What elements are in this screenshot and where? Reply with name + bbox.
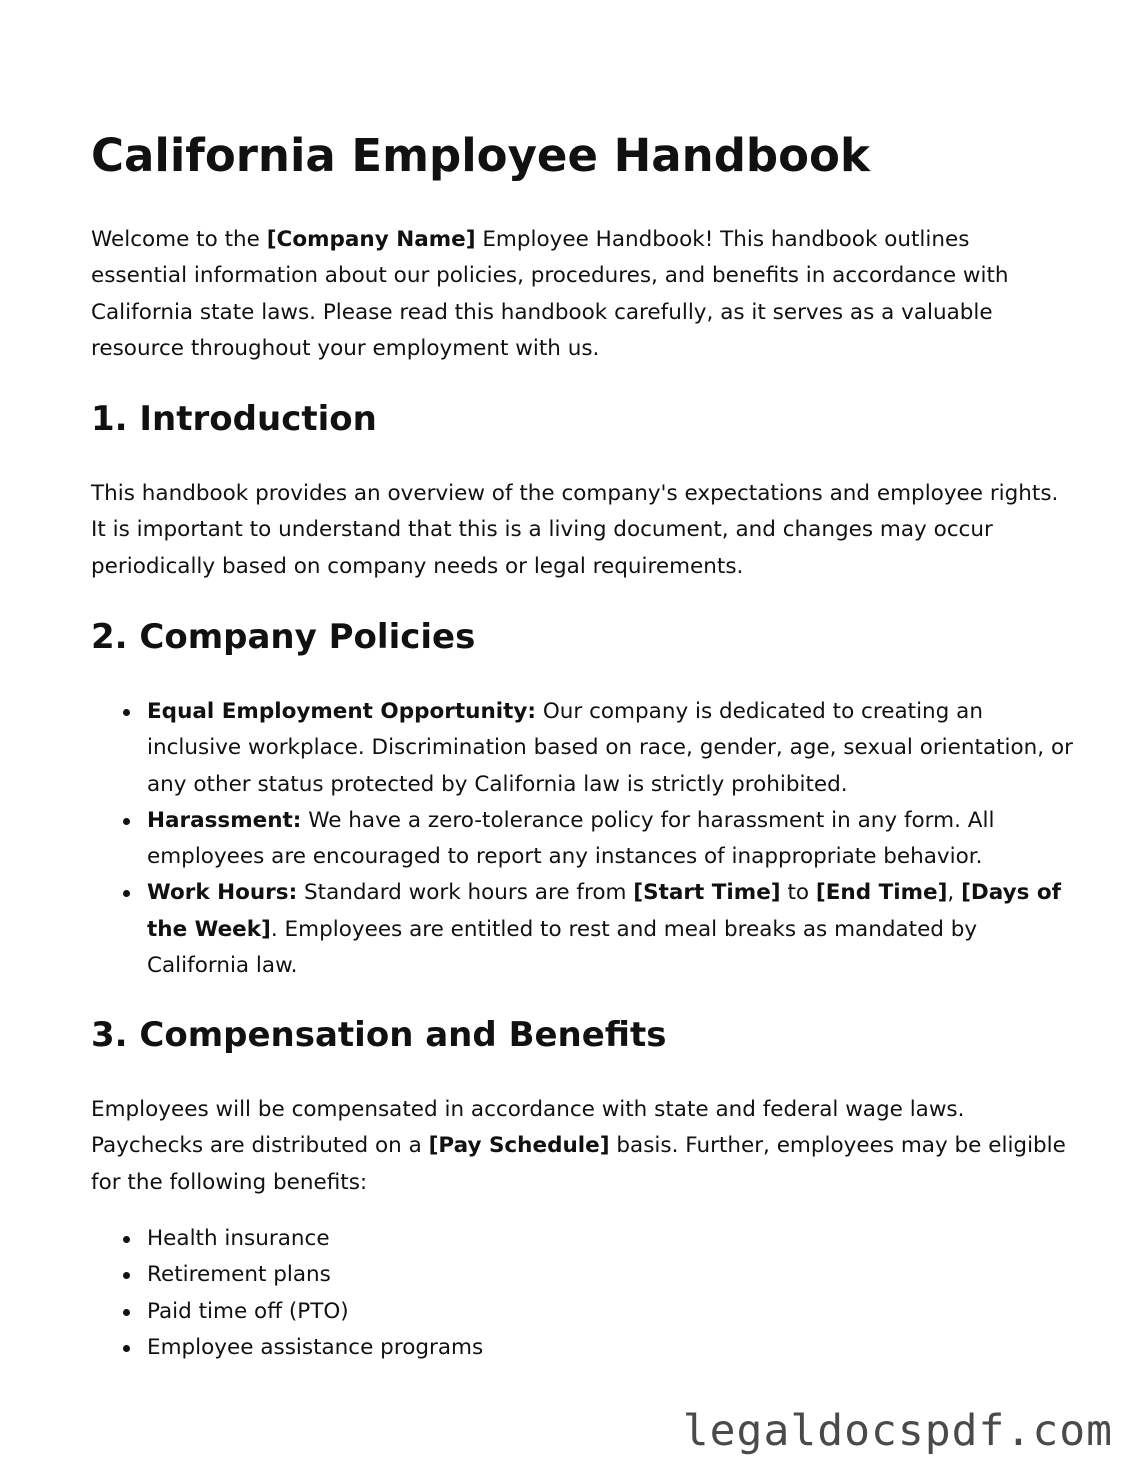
policy-label-eeo: Equal Employment Opportunity: [147, 699, 537, 724]
benefit-item: Paid time off (PTO) [147, 1294, 1077, 1330]
policy-label-work-hours: Work Hours: [147, 880, 298, 906]
start-time-placeholder: [Start Time] [633, 880, 781, 906]
section-heading-introduction: 1. Introduction [91, 399, 377, 439]
company-name-placeholder: [Company Name] [266, 227, 476, 252]
policy-item-eeo [147, 694, 1077, 803]
policy-text-harassment: We have a zero-tolerance policy for harassment in any form. All employees are encouraged to report any instances of inappropriate behavior. [147, 807, 995, 870]
policy-item-work-hours [147, 875, 1077, 984]
intro-text-2: Employee Handbook! This handbook outlines essential information about our policies, procedures, and benefits in accordance with California state laws. Please read this handbook carefully, as it serves as a valuable resource throughout your employment with us. [91, 227, 1009, 361]
compensation-paragraph [91, 1092, 1066, 1201]
work-hours-text-4: . Employees are entitled to rest and meal breaks as mandated by California law. [147, 916, 978, 979]
compensation-text-1: Employees will be compensated in accordance with state and federal wage laws. Paychecks are distributed on a [91, 1097, 965, 1159]
policy-label-harassment: Harassment: [147, 807, 302, 833]
benefits-list [91, 1221, 1077, 1366]
days-of-week-placeholder: [Days of the Week] [147, 880, 1062, 942]
benefit-item: Health insurance [147, 1221, 1077, 1257]
introduction-paragraph: This handbook provides an overview of the company's expectations and employee rights. It is important to understand that this is a living document, and changes may occur periodically based on company needs or legal requirements. [91, 481, 1059, 579]
policies-list [91, 694, 1077, 984]
work-hours-text-1: Standard work hours are from [297, 880, 634, 906]
section-heading-compensation: 3. Compensation and Benefits [91, 1015, 667, 1055]
document-title: California Employee Handbook [91, 129, 870, 182]
benefit-item: Employee assistance programs [147, 1330, 1077, 1366]
pay-schedule-placeholder: [Pay Schedule] [428, 1133, 610, 1159]
benefit-item: Retirement plans [147, 1257, 1077, 1293]
section-heading-policies: 2. Company Policies [91, 617, 476, 657]
work-hours-text-3: , [947, 880, 962, 906]
intro-paragraph [91, 222, 1066, 367]
end-time-placeholder: [End Time] [815, 880, 948, 906]
work-hours-text-2: to [780, 880, 816, 906]
policy-item-harassment [147, 803, 1077, 876]
watermark: legaldocspdf.com [682, 1406, 1113, 1456]
intro-text-1: Welcome to the [91, 227, 267, 252]
compensation-text-2: basis. Further, employees may be eligible for the following benefits: [91, 1133, 1066, 1195]
policy-text-eeo: Our company is dedicated to creating an inclusive workplace. Discrimination based on race, gender, age, sexual orientation, or any other status protected by California law is strictly prohibited. [147, 699, 1073, 797]
